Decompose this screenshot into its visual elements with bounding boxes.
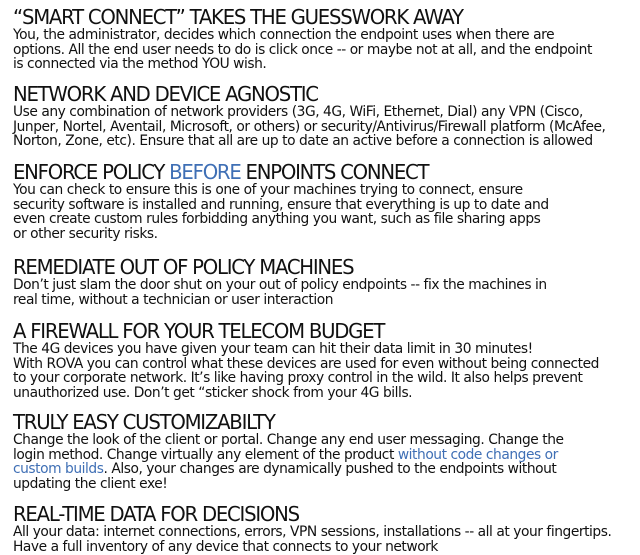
no-code-changes-link[interactable]: without code changes or — [397, 446, 558, 463]
section-body — [13, 342, 599, 400]
section-real-time-data — [13, 503, 611, 554]
heading-part: ENFORCE POLICY — [13, 160, 170, 184]
body-line: options. All the end user needs to do is click once -- or maybe not at all, and the endpoint — [13, 41, 592, 58]
heading-accent-word: BEFORE — [169, 160, 241, 184]
section-heading: REMEDIATE OUT OF POLICY MACHINES — [13, 255, 354, 279]
section-heading — [13, 161, 527, 183]
section-body — [13, 105, 605, 149]
body-text-part: login method. Change virtually any element of the product — [13, 446, 398, 463]
section-heading: TRULY EASY CUSTOMIZABILTY — [13, 410, 275, 434]
section-body — [13, 278, 547, 307]
body-line — [13, 462, 564, 477]
section-telecom-firewall — [13, 320, 599, 400]
body-line: is connected via the method YOU wish. — [13, 56, 267, 73]
body-line: or other security risks. — [13, 225, 158, 242]
body-line: All your data: internet connections, errors, VPN sessions, installations -- all at your fingertips. — [13, 524, 612, 540]
section-heading: A FIREWALL FOR YOUR TELECOM BUDGET — [13, 319, 385, 343]
body-line: real time, without a technician or user interaction — [13, 291, 334, 308]
body-line: You can check to ensure this is one of your machines trying to connect, ensure — [13, 182, 523, 198]
section-body — [13, 28, 592, 72]
section-enforce-policy — [13, 161, 549, 241]
body-line: even create custom rules forbidding anything you want, such as file sharing apps — [13, 211, 541, 228]
section-heading: REAL-TIME DATA FOR DECISIONS — [13, 502, 299, 526]
section-body — [13, 525, 611, 554]
section-heading: NETWORK AND DEVICE AGNOSTIC — [13, 82, 318, 106]
body-line: updating the client exe! — [13, 475, 168, 492]
body-line: security software is installed and running, ensure that everything is up to date and — [13, 196, 549, 213]
body-line: unauthorized use. Don’t get “sticker shock from your 4G bills. — [13, 384, 413, 401]
body-line: Use any combination of network providers (3G, 4G, WiFi, Ethernet, Dial) any VPN (Cisco, — [13, 104, 583, 120]
body-line: With ROVA you can control what these devices are used for even without being connected — [13, 355, 599, 372]
body-line: Have a full inventory of any device that connects to your network — [13, 538, 438, 555]
body-line: The 4G devices you have given your team can hit their data limit in 30 minutes! — [13, 341, 533, 357]
section-smart-connect — [13, 6, 592, 72]
section-remediate — [13, 256, 547, 307]
body-line: Don’t just slam the door shut on your out of policy endpoints -- fix the machines in — [13, 277, 547, 293]
body-line — [13, 448, 564, 463]
section-heading: “SMART CONNECT” TAKES THE GUESSWORK AWAY — [13, 5, 463, 29]
body-line: Norton, Zone, etc). Ensure that all are up to date an active before a connection is allowed — [13, 133, 593, 150]
section-body — [13, 433, 564, 491]
custom-builds-link[interactable]: custom builds — [13, 461, 104, 478]
body-line: Change the look of the client or portal. Change any end user messaging. Change the — [13, 432, 564, 448]
body-line: Junper, Nortel, Aventail, Microsoft, or others) or security/Antivirus/Firewall platform (McAfee, — [13, 118, 606, 135]
heading-part: ENPOINTS CONNECT — [240, 160, 429, 184]
body-line: to your corporate network. It’s like having proxy control in the wild. It also helps prevent — [13, 370, 583, 387]
section-body — [13, 183, 549, 241]
section-network-agnostic — [13, 83, 605, 149]
section-customizability — [13, 411, 564, 491]
body-line: You, the administrator, decides which connection the endpoint uses when there are — [13, 27, 555, 43]
body-text-part: . Also, your changes are dynamically pushed to the endpoints without — [103, 461, 557, 478]
